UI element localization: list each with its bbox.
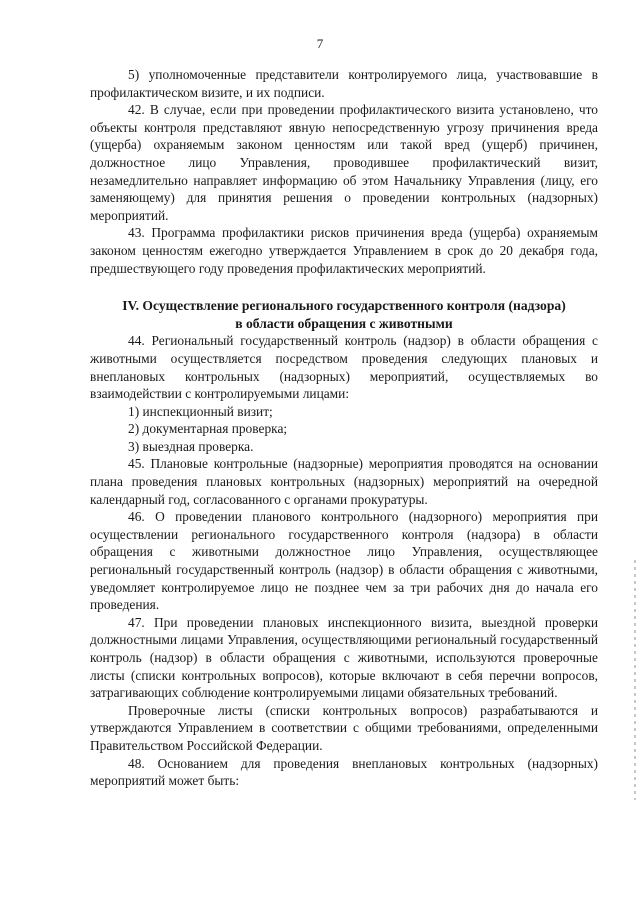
paragraph-44: 44. Региональный государственный контроль (надзор) в области обращения с животными осуществляется посредством проведения следующих плановых и внеплановых контрольных (надзорных) мероприятий, осуществляемых во взаимодействии с контролируемыми лицами:	[90, 333, 598, 402]
paragraph-42: 42. В случае, если при проведении профилактического визита установлено, что объекты контроля представляют явную непосредственную угрозу причинения вреда (ущерба) охраняемым законом ценностям или такой вред (ущерб) причинен, должностное лицо Управления, проводившее профилактический визит, незамедлительно направляет информацию об этом Начальнику Управления (лицу, его заменяющему) для принятия решения о проведении контрольных (надзорных) мероприятий.	[90, 102, 598, 223]
paragraph-47: 47. При проведении плановых инспекционного визита, выездной проверки должностными лицами Управления, осуществляющими региональный государственный контроль (надзор) в области обращения с животными, используются проверочные листы (списки контрольных вопросов), которые включают в себя перечни вопросов, затрагивающих соблюдение контролируемыми лицами обязательных требований.	[90, 614, 598, 701]
section-heading	[90, 297, 598, 332]
list-item-documentary-check: 2) документарная проверка;	[128, 421, 288, 437]
paragraph-48: 48. Основанием для проведения внеплановых контрольных (надзорных) мероприятий может быть:	[90, 755, 598, 789]
paragraph-43: 43. Программа профилактики рисков причинения вреда (ущерба) охраняемым законом ценностям ежегодно утверждается Управлением в срок до 20 декабря года, предшествующего году проведения профилактических мероприятий.	[90, 225, 598, 276]
section-heading-line-2: в области обращения с животными	[235, 315, 453, 331]
section-heading-line-1: IV. Осуществление регионального государственного контроля (надзора)	[122, 298, 566, 314]
list-item-inspection-visit: 1) инспекционный визит;	[128, 403, 273, 419]
page-number: 7	[316, 36, 324, 51]
list-item-field-check: 3) выездная проверка.	[128, 438, 254, 454]
paragraph-45: 45. Плановые контрольные (надзорные) мероприятия проводятся на основании плана проведения плановых контрольных (надзорных) мероприятий на очередной календарный год, согласованного с органами прокуратуры.	[90, 456, 598, 507]
document-body	[90, 66, 598, 790]
paragraph-46: 46. О проведении планового контрольного (надзорного) мероприятия при осуществлении регионального государственного контроля (надзора) в области обращения с животными должностное лицо Управления, осуществляющее региональный государственный контроль (надзор) в области обращения с животными, уведомляет контролируемое лицо не позднее чем за три рабочих дня до начала его проведения.	[90, 509, 598, 613]
paragraph-41-item-5: 5) уполномоченные представители контролируемого лица, участвовавшие в профилактическом визите, и их подписи.	[90, 67, 598, 100]
paragraph-checklists: Проверочные листы (списки контрольных вопросов) разрабатываются и утверждаются Управлением в соответствии с общими требованиями, определенными Правительством Российской Федерации.	[90, 702, 598, 753]
scan-margin-mark	[634, 560, 636, 800]
